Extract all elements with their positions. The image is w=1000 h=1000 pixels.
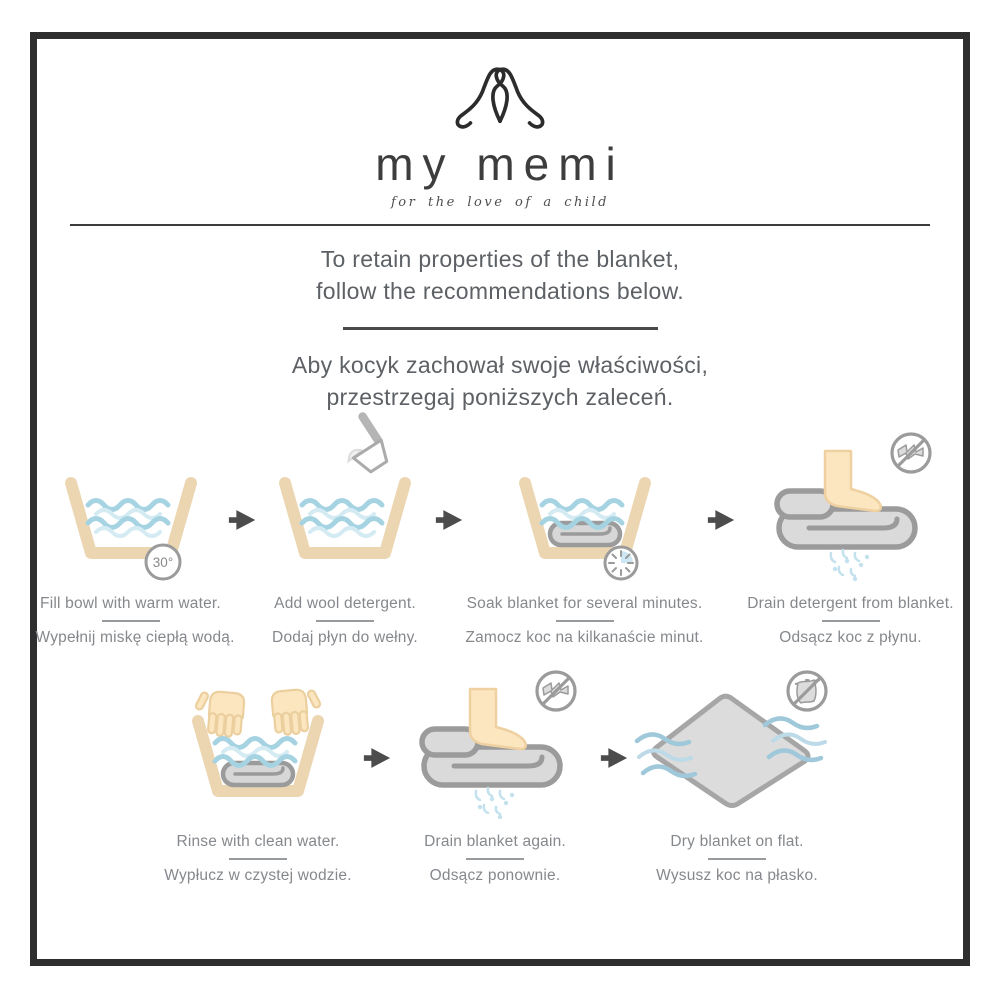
step-caption	[258, 595, 433, 647]
step-caption	[465, 595, 705, 647]
step-add-detergent	[258, 425, 433, 647]
caption-divider	[229, 858, 287, 860]
steps-row-1	[37, 425, 963, 647]
pressing-foot-icon	[470, 689, 526, 749]
caption-en: Rinse with clean water.	[176, 832, 340, 850]
caption-divider	[708, 858, 766, 860]
step-drain-again	[393, 663, 598, 885]
caption-pl: Dodaj płyn do wełny.	[272, 628, 418, 646]
soak-blanket-clock-icon	[500, 425, 670, 590]
add-wool-detergent-icon	[260, 425, 430, 590]
intro-pl-line1: Aby kocyk zachował swoje właściwości,	[291, 351, 709, 378]
arrow-right-icon	[226, 506, 258, 539]
arrow-right-icon	[361, 744, 393, 777]
step-drain-detergent	[737, 425, 965, 647]
pressing-foot-icon	[825, 451, 881, 511]
intro-heading-pl	[37, 349, 963, 413]
caption-en: Add wool detergent.	[274, 594, 416, 612]
intro-divider	[343, 327, 658, 330]
caption-pl: Wypełnij miskę ciepłą wodą.	[35, 628, 235, 646]
caption-divider	[316, 620, 374, 622]
no-wringing-badge-icon	[892, 434, 930, 472]
caption-divider	[466, 858, 524, 860]
rinse-hands-bowl-icon	[173, 663, 343, 828]
water-drops-icon	[831, 550, 869, 581]
logo-divider	[70, 224, 930, 226]
caption-divider	[556, 620, 614, 622]
intro-en-line1: To retain properties of the blanket,	[320, 246, 680, 272]
detergent-scoop-icon	[330, 410, 394, 478]
intro-pl-line2: przestrzegaj poniższych zaleceń.	[326, 383, 674, 410]
step-soak-blanket	[465, 425, 705, 647]
step-caption	[393, 833, 598, 885]
water-drops-icon	[475, 788, 513, 819]
caption-en: Fill bowl with warm water.	[40, 594, 221, 612]
arrow-right-icon	[705, 506, 737, 539]
step-rinse	[156, 663, 361, 885]
fill-bowl-warm-water-icon	[46, 425, 216, 590]
step-caption	[156, 833, 361, 885]
step-caption	[35, 594, 235, 647]
step-dry-flat	[630, 663, 845, 885]
caption-en: Drain detergent from blanket.	[747, 594, 954, 612]
drain-blanket-no-wring-icon	[763, 425, 938, 590]
step-fill-bowl	[35, 425, 235, 647]
arrow-right-icon	[598, 744, 630, 777]
caption-divider	[102, 620, 160, 622]
step-caption	[630, 833, 845, 885]
caption-en: Drain blanket again.	[424, 832, 566, 850]
caption-pl: Zamocz koc na kilkanaście minut.	[465, 628, 704, 646]
caption-divider	[822, 620, 880, 622]
timer-clock-icon	[605, 547, 637, 579]
drain-blanket-no-wring-icon	[408, 663, 583, 828]
caption-pl: Odsącz koc z płynu.	[779, 628, 922, 646]
arrow-right-icon	[433, 506, 465, 539]
temperature-30-badge-icon	[146, 545, 180, 579]
double-heart-m-icon	[452, 63, 548, 135]
temperature-30-label: 30°	[152, 554, 173, 570]
intro-heading-en	[37, 243, 963, 307]
brand-wordmark: my memi	[375, 138, 625, 190]
steps-row-2	[37, 663, 963, 885]
step-caption	[737, 595, 965, 647]
caption-pl: Wypłucz w czystej wodzie.	[164, 866, 352, 884]
dry-flat-no-hang-icon	[637, 663, 837, 828]
no-hanging-badge-icon	[788, 672, 826, 710]
no-wringing-badge-icon	[537, 672, 575, 710]
caption-en: Soak blanket for several minutes.	[466, 594, 703, 612]
caption-en: Dry blanket on flat.	[670, 832, 804, 850]
brand-tagline: for the love of a child	[390, 195, 609, 210]
intro-en-line2: follow the recommendations below.	[316, 278, 684, 304]
caption-pl: Odsącz ponownie.	[429, 866, 561, 884]
card-frame	[30, 32, 970, 966]
caption-pl: Wysusz koc na płasko.	[656, 866, 818, 884]
